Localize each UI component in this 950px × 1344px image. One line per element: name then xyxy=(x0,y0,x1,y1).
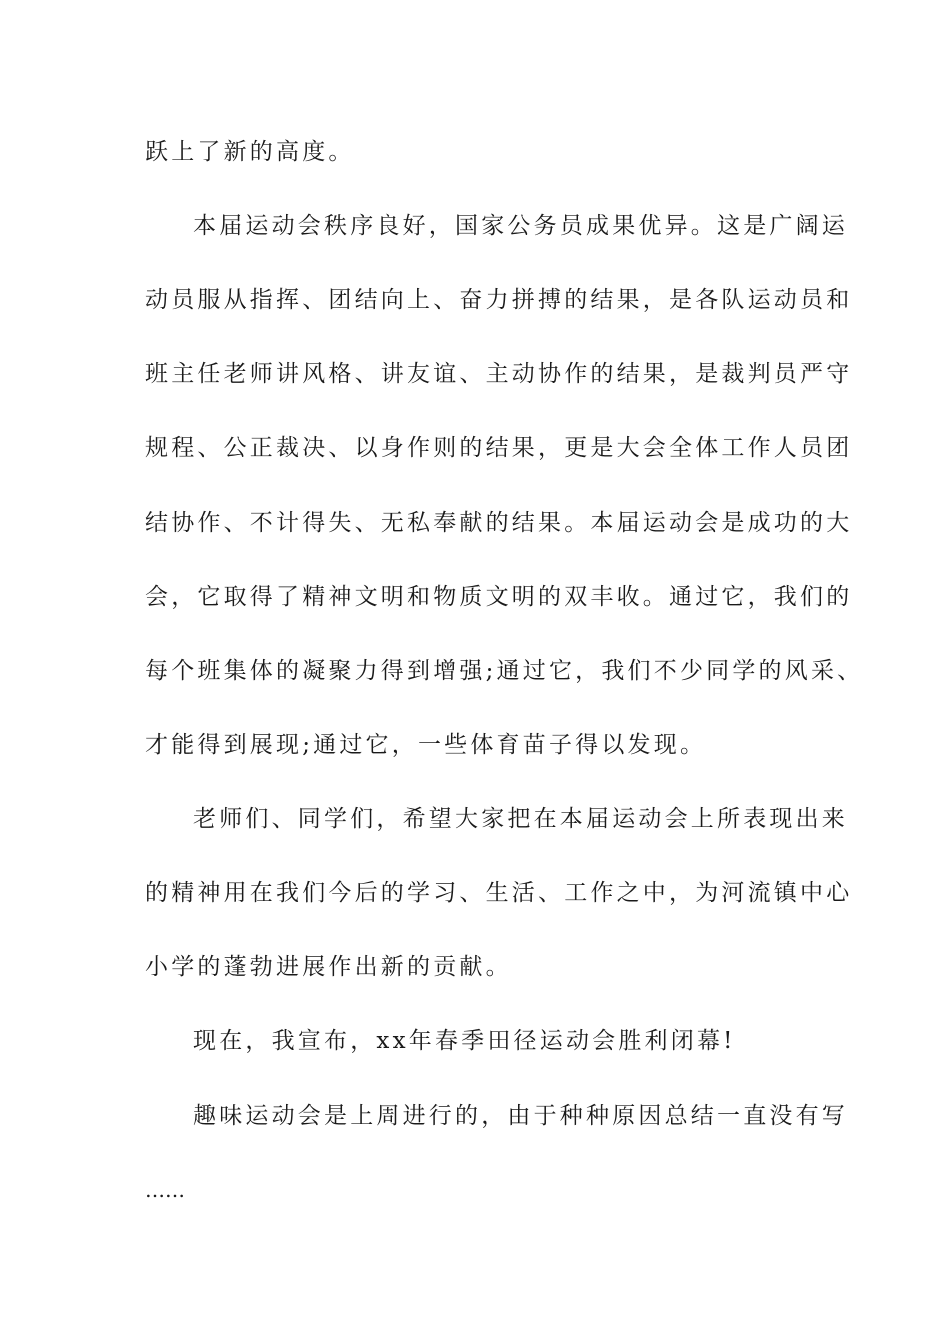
text-line: 会，它取得了精神文明和物质文明的双丰收。通过它，我们的 xyxy=(145,584,853,610)
text-line: 每个班集体的凝聚力得到增强;通过它，我们不少同学的风采、 xyxy=(145,658,864,684)
text-line: 结协作、不计得失、无私奉献的结果。本届运动会是成功的大 xyxy=(145,510,853,536)
paragraph-first-line: 趣味运动会是上周进行的，由于种种原因总结一直没有写 xyxy=(193,1103,848,1129)
ellipsis: …… xyxy=(145,1178,185,1202)
text-line: 小学的蓬勃进展作出新的贡献。 xyxy=(145,954,512,980)
text-line: 的精神用在我们今后的学习、生活、工作之中，为河流镇中心 xyxy=(145,880,853,906)
paragraph-first-line: 本届运动会秩序良好，国家公务员成果优异。这是广阔运 xyxy=(193,213,848,239)
text-line: 规程、公正裁决、以身作则的结果，更是大会全体工作人员团 xyxy=(145,435,853,461)
paragraph-first-line: 老师们、同学们，希望大家把在本届运动会上所表现出来 xyxy=(193,806,848,832)
text-line: 才能得到展现;通过它，一些体育苗子得以发现。 xyxy=(145,732,707,758)
text-line: 班主任老师讲风格、讲友谊、主动协作的结果，是裁判员严守 xyxy=(145,361,853,387)
paragraph-first-line: 现在，我宣布，xx年春季田径运动会胜利闭幕! xyxy=(193,1028,736,1054)
text-line: 跃上了新的高度。 xyxy=(145,139,355,165)
text-line: 动员服从指挥、团结向上、奋力拼搏的结果，是各队运动员和 xyxy=(145,287,853,313)
